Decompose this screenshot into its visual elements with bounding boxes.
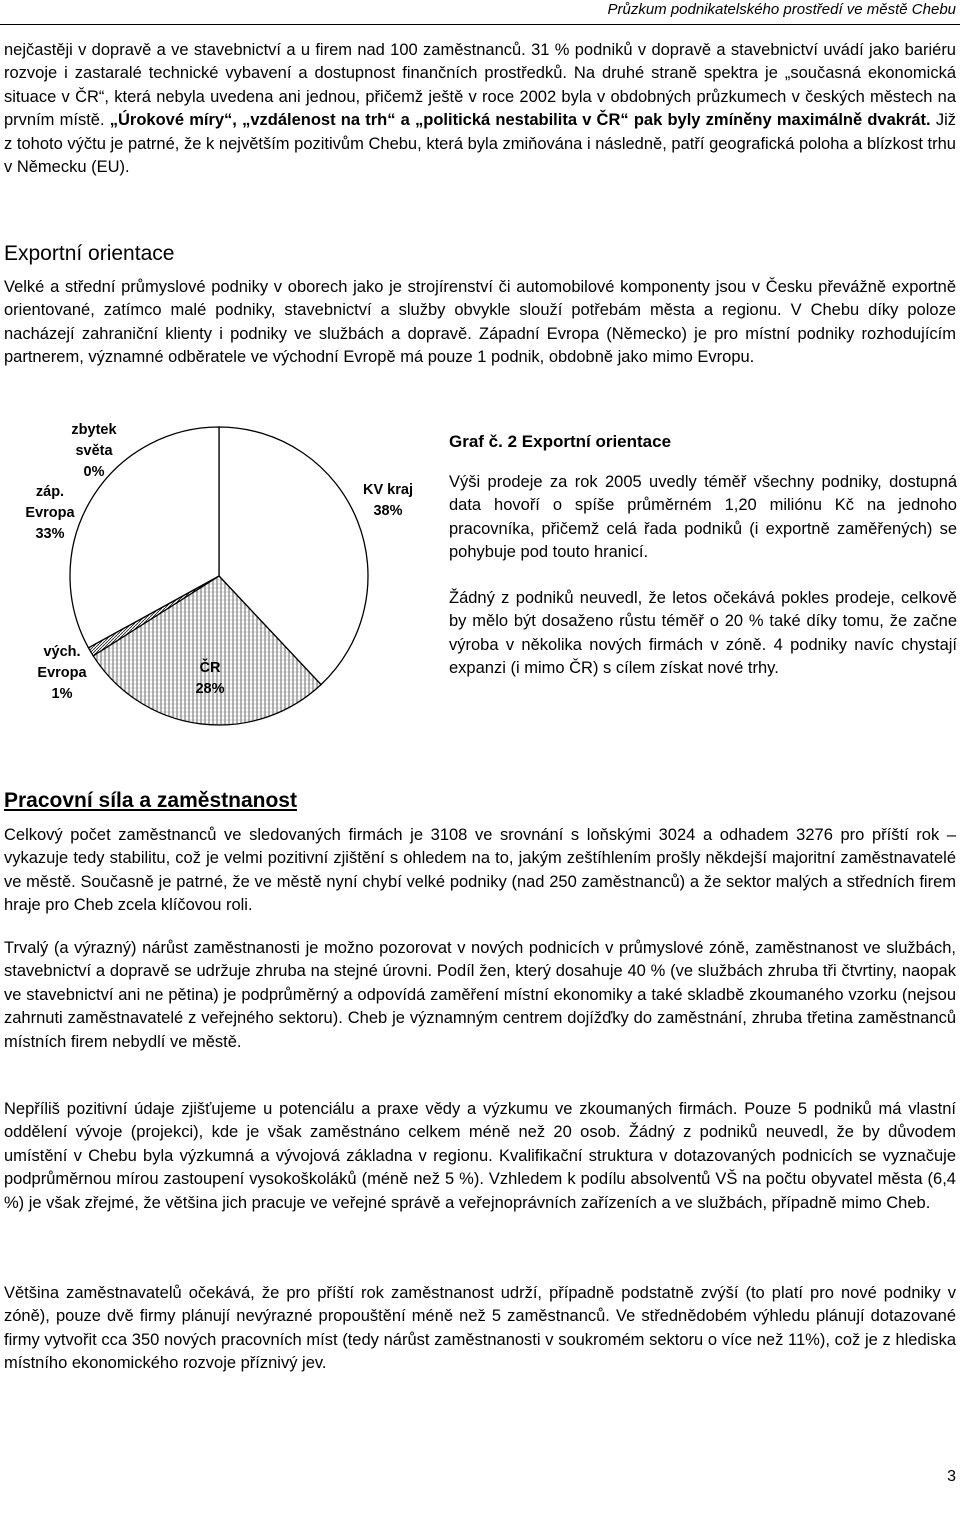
graf-title: Exportní orientace — [521, 432, 672, 451]
intro-paragraph — [4, 39, 956, 179]
intro-tail: Již z tohoto výčtu je patrné, že k největším pozitivům Chebu, která byla zmiňována i následně, patří geografická poloha a blízkost trhu v Německu (EU). — [4, 111, 956, 177]
labor-paragraph-2: Trvalý (a výrazný) nárůst zaměstnanosti je možno pozorovat v nových podnicích v průmyslové zóně, zaměstnanost ve službách, stavebnictví a dopravě se udržuje zhruba na stejné úrovni. Podíl žen, který dosahuje 40 % (ve službách zhruba tři čtvrtiny, naopak ve stavebnictví ani ne pětina) je podprůměrný a odpovídá zaměření místní ekonomiky a také skladbě zkoumaného vzorku (nejsou zahrnuti zaměstnavatelé z veřejného sektoru). Cheb je významným centrem dojížďky do zaměstnání, zhruba třetina zaměstnanců místních firem nebydlí ve městě. — [4, 939, 956, 1051]
intro-bold: „Úrokové míry“, „vzdálenost na trh“ a „politická nestabilita v ČR“ pak byly zmíněny maximálně dvakrát. — [109, 111, 931, 130]
page-number: 3 — [947, 1468, 956, 1485]
growth-paragraph: Žádný z podniků neuvedl, že letos očekává pokles prodeje, celkově by mělo být dosaženo růstu téměř o 20 % také díky tomu, že začne výroba v několika nových firmách v zóně. 4 podniky navíc chystají expanzi (i mimo ČR) s cílem získat nové trhy. — [449, 589, 957, 678]
pie-label-z-p: záp. Evropa 33% — [25, 484, 75, 542]
pie-label-kv-kraj: KV kraj 38% — [363, 482, 413, 519]
graf-number: Graf č. 2 — [449, 432, 518, 451]
labor-heading-text: Pracovní síla a zaměstnanost — [4, 789, 297, 812]
labor-paragraph-3: Nepříliš pozitivní údaje zjišťujeme u potenciálu a praxe vědy a výzkumu ve zkoumaných firmách. Pouze 5 podniků má vlastní oddělení vývoje (projekci), kde je však zaměstnáno celkem méně než 20 osob. Žádný z podniků neuvedl, že by důvodem umístění v Chebu byla výzkumná a vývojová základna v regionu. Kvalifikační struktura v dotazovaných podnicích se vyznačuje podprůměrnou mírou zastoupení vysokoškoláků (méně než 5 %). Vzhledem k podílu absolventů VŠ na počtu obyvatel města (6,4 %) je však zřejmé, že většina jich pracuje ve veřejné správě a veřejnoprávních zařízeních a ve službách, případně mimo Cheb. — [4, 1100, 956, 1212]
header-rule — [0, 24, 960, 25]
labor-heading — [4, 788, 297, 814]
intro-lead: nejčastěji v dopravě a ve stavebnictví a u firem nad 100 zaměstnanců. 31 % podniků v dopravě a stavebnictví uvádí jako bariéru rozvoje i zastaralé technické vybavení a dostupnost finančních prostředků. Na druhé straně spektra je „současná ekonomická situace v ČR“, která nebyla uvedena ani jednou, přičemž ještě v roce 2002 byla v obdobných průzkumech v českých městech na prvním místě. — [4, 41, 956, 130]
sales-paragraph: Výši prodeje za rok 2005 uvedly téměř všechny podniky, dostupná data hovoří o spíše průměrném 1,20 miliónu Kč na jednoho pracovníka, přičemž celá řada podniků (i exportně zaměřených) se pohybuje pod touto hranicí. — [449, 473, 957, 562]
labor-paragraph-1: Celkový počet zaměstnanců ve sledovaných firmách je 3108 ve srovnání s loňskými 3024 a odhadem 3276 pro příští rok – vykazuje tedy stabilitu, což je velmi pozitivní zjištění s ohledem na to, jakým zeštíhlením prošly někdejší majoritní zaměstnavatelé ve městě. Současně je patrné, že ve městě nyní chybí velké podniky (nad 250 zaměstnanců) a že sektor malých a středních firem hraje pro Cheb zcela klíčovou roli. — [4, 826, 956, 915]
labor-paragraph-4: Většina zaměstnavatelů očekává, že pro příští rok zaměstnanost udrží, případně podstatně zvýší (to platí pro nové podniky v zóně), pouze dvě firmy plánují nevýrazné propouštění méně než 5 zaměstnanců. Ve střednědobém výhledu plánují dotazované firmy vytvořit cca 350 nových pracovních míst (tedy nárůst zaměstnanosti v soukromém sektoru o více než 11%), což je z hlediska místního ekonomického rozvoje příznivý jev. — [4, 1284, 956, 1373]
graf-caption — [449, 430, 671, 454]
export-heading: Exportní orientace — [4, 242, 175, 265]
export-paragraph: Velké a střední průmyslové podniky v oborech jako je strojírenství či automobilové komponenty jsou v Česku převážně exportně orientované, zatímco malé podniky, stavebnictví a služby obvykle slouží potřebám města a regionu. V Chebu díky poloze nacházejí zahraniční klienty i podniky ve službách a dopravě. Západní Evropa (Německo) je pro místní podniky rozhodujícím partnerem, významné odběratele ve východní Evropě má pouze 1 podnik, obdobně jako mimo Evropu. — [4, 278, 956, 367]
running-header: Průzkum podnikatelského prostředí ve městě Chebu — [607, 1, 956, 18]
pie-label-v-ch: vých. Evropa 1% — [37, 644, 87, 702]
export-pie-chart — [0, 410, 440, 740]
pie-label-zbytek: zbytek světa 0% — [71, 422, 117, 480]
pie-label--r: ČR 28% — [195, 660, 225, 697]
